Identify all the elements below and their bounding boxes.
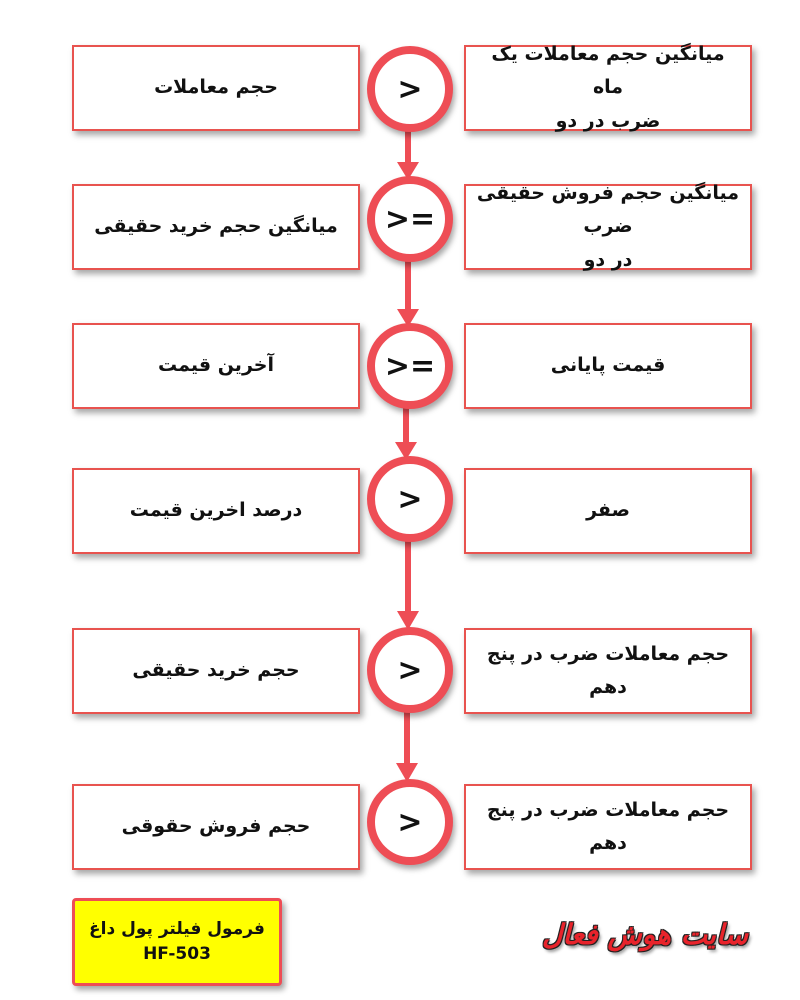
operator-circle-3 xyxy=(367,323,453,409)
operator-circle-4 xyxy=(367,456,453,542)
arrow-2-to-3-icon xyxy=(397,260,419,327)
formula-code: HF-503 xyxy=(143,944,211,964)
left-box-4-text: درصد اخرین قیمت xyxy=(129,499,303,522)
left-box-2-text: میانگین حجم خرید حقیقی xyxy=(94,215,338,238)
arrow-5-to-6-icon xyxy=(396,711,418,782)
right-box-1-line-2: ضرب در دو xyxy=(555,109,661,132)
right-box-4-text: صفر xyxy=(586,499,630,522)
arrow-4-to-5-icon xyxy=(397,540,419,630)
operator-circle-1 xyxy=(367,46,453,132)
left-box-3-text: آخرین قیمت xyxy=(158,354,274,377)
operator-1: > xyxy=(397,71,423,107)
operator-4: > xyxy=(397,481,423,517)
right-box-1-line-1: میانگین حجم معاملات یک ماه xyxy=(491,43,725,99)
arrow-1-to-2-icon xyxy=(397,130,419,180)
right-box-2-line-2: در دو xyxy=(583,248,633,271)
arrow-3-to-4-icon xyxy=(395,407,417,460)
operator-2: >= xyxy=(384,201,436,237)
right-box-5-text: حجم معاملات ضرب در پنج دهم xyxy=(486,642,730,698)
operator-circle-6 xyxy=(367,779,453,865)
left-box-6-text: حجم فروش حقوقی xyxy=(121,815,311,838)
operator-circle-5 xyxy=(367,627,453,713)
operator-6: > xyxy=(397,804,423,840)
left-box-5-text: حجم خرید حقیقی xyxy=(132,659,300,682)
right-box-3-text: قیمت پایانی xyxy=(550,354,666,377)
formula-title: فرمول فیلتر پول داغ xyxy=(89,918,265,939)
left-box-1-text: حجم معاملات xyxy=(154,76,278,99)
operator-circle-2 xyxy=(367,176,453,262)
right-box-2-line-1: میانگین حجم فروش حقیقی ضرب xyxy=(476,182,740,238)
operator-3: >= xyxy=(384,348,436,384)
operator-5: > xyxy=(397,652,423,688)
site-name: سایت هوش فعال xyxy=(542,918,748,951)
right-box-6-text: حجم معاملات ضرب در پنج دهم xyxy=(486,798,730,854)
